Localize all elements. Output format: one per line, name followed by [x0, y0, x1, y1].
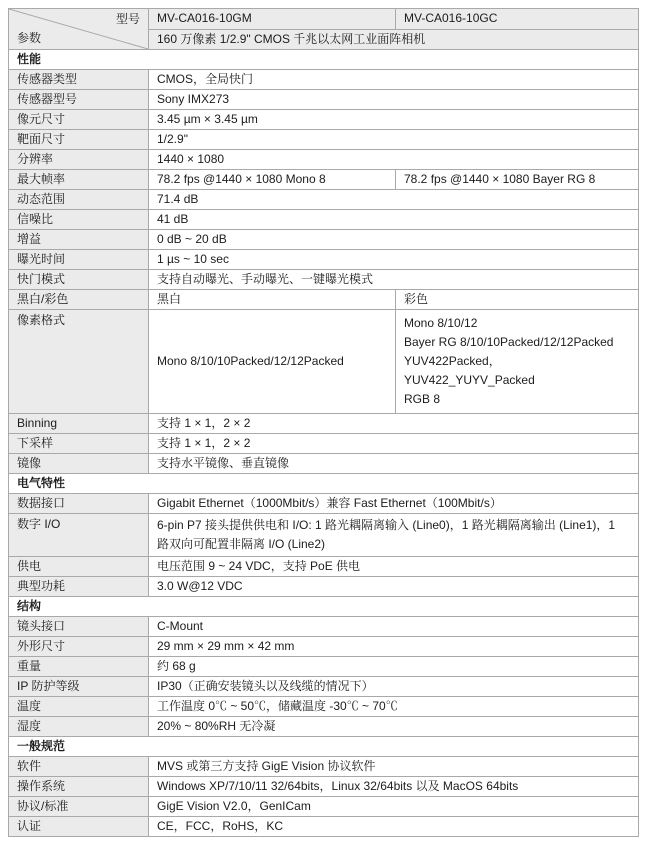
- section-title-general: 一般规范: [9, 737, 639, 757]
- spec-label: 供电: [9, 557, 149, 577]
- spec-label: 典型功耗: [9, 577, 149, 597]
- spec-value: 20% ~ 80%RH 无冷凝: [149, 717, 639, 737]
- spec-row: [9, 454, 639, 474]
- spec-row: [9, 290, 639, 310]
- spec-value: GigE Vision V2.0，GenICam: [149, 797, 639, 817]
- spec-label: 软件: [9, 757, 149, 777]
- spec-label: 认证: [9, 817, 149, 837]
- spec-value: 工作温度 0℃ ~ 50℃，储藏温度 -30℃ ~ 70℃: [149, 697, 639, 717]
- spec-value: 支持水平镜像、垂直镜像: [149, 454, 639, 474]
- section-title-electrical: 电气特性: [9, 474, 639, 494]
- spec-value: 0 dB ~ 20 dB: [149, 230, 639, 250]
- spec-label: 温度: [9, 697, 149, 717]
- spec-row: [9, 210, 639, 230]
- spec-label: 最大帧率: [9, 170, 149, 190]
- spec-row: [9, 617, 639, 637]
- spec-label: 靶面尺寸: [9, 130, 149, 150]
- spec-value: 电压范围 9 ~ 24 VDC，支持 PoE 供电: [149, 557, 639, 577]
- spec-label: 数字 I/O: [9, 514, 149, 557]
- spec-label: 湿度: [9, 717, 149, 737]
- pixel-format-line: RGB 8: [404, 392, 441, 406]
- spec-value: Windows XP/7/10/11 32/64bits，Linux 32/64bits 以及 MacOS 64bits: [149, 777, 639, 797]
- corner-param-label: 参数: [17, 31, 42, 45]
- spec-value-mono: 黑白: [149, 290, 396, 310]
- spec-row: [9, 270, 639, 290]
- pixel-format-line: Bayer RG 8/10/10Packed/12/12Packed: [404, 335, 614, 349]
- spec-label: 镜头接口: [9, 617, 149, 637]
- camera-spec-table: [8, 8, 639, 837]
- spec-label: 像素格式: [9, 310, 149, 414]
- section-row: [9, 474, 639, 494]
- spec-value: 支持 1 × 1，2 × 2: [149, 414, 639, 434]
- model-name-color: MV-CA016-10GC: [396, 9, 639, 30]
- spec-row: [9, 637, 639, 657]
- spec-row: [9, 677, 639, 697]
- section-title-performance: 性能: [9, 50, 639, 70]
- pixel-format-line: YUV422Packed，YUV422_YUYV_Packed: [404, 354, 535, 387]
- spec-label: 重量: [9, 657, 149, 677]
- corner-model-label: 型号: [115, 12, 140, 26]
- model-header-row: [9, 9, 639, 30]
- spec-row: [9, 777, 639, 797]
- spec-value: C-Mount: [149, 617, 639, 637]
- spec-value: 3.45 µm × 3.45 µm: [149, 110, 639, 130]
- section-row: [9, 50, 639, 70]
- spec-row: [9, 434, 639, 454]
- spec-row: [9, 657, 639, 677]
- spec-label: Binning: [9, 414, 149, 434]
- spec-value-mono: Mono 8/10/10Packed/12/12Packed: [149, 310, 396, 414]
- spec-label: 传感器型号: [9, 90, 149, 110]
- spec-value: Sony IMX273: [149, 90, 639, 110]
- spec-label: 数据接口: [9, 494, 149, 514]
- spec-row: [9, 717, 639, 737]
- spec-value-mono: 78.2 fps @1440 × 1080 Mono 8: [149, 170, 396, 190]
- spec-row: [9, 514, 639, 557]
- spec-row: [9, 757, 639, 777]
- spec-row: [9, 110, 639, 130]
- spec-row: [9, 494, 639, 514]
- spec-label: 镜像: [9, 454, 149, 474]
- spec-label: IP 防护等级: [9, 677, 149, 697]
- spec-row: [9, 817, 639, 837]
- spec-label: 下采样: [9, 434, 149, 454]
- spec-row: [9, 170, 639, 190]
- spec-value: 支持自动曝光、手动曝光、一键曝光模式: [149, 270, 639, 290]
- spec-label: 分辨率: [9, 150, 149, 170]
- corner-cell: [9, 9, 149, 50]
- spec-row: [9, 250, 639, 270]
- spec-value: CMOS，全局快门: [149, 70, 639, 90]
- spec-value: 41 dB: [149, 210, 639, 230]
- spec-value: 1440 × 1080: [149, 150, 639, 170]
- spec-value: 29 mm × 29 mm × 42 mm: [149, 637, 639, 657]
- spec-value-color: 78.2 fps @1440 × 1080 Bayer RG 8: [396, 170, 639, 190]
- spec-label: 快门模式: [9, 270, 149, 290]
- spec-label: 黑白/彩色: [9, 290, 149, 310]
- spec-label: 像元尺寸: [9, 110, 149, 130]
- spec-row: [9, 414, 639, 434]
- spec-label: 信噪比: [9, 210, 149, 230]
- spec-label: 外形尺寸: [9, 637, 149, 657]
- pixel-format-row: [9, 310, 639, 414]
- spec-row: [9, 577, 639, 597]
- spec-value: MVS 或第三方支持 GigE Vision 协议软件: [149, 757, 639, 777]
- spec-label: 曝光时间: [9, 250, 149, 270]
- section-row: [9, 597, 639, 617]
- spec-label: 协议/标准: [9, 797, 149, 817]
- spec-value: 支持 1 × 1，2 × 2: [149, 434, 639, 454]
- section-row: [9, 737, 639, 757]
- spec-row: [9, 130, 639, 150]
- camera-description: 160 万像素 1/2.9" CMOS 千兆以太网工业面阵相机: [149, 29, 639, 50]
- spec-row: [9, 797, 639, 817]
- spec-value: 3.0 W@12 VDC: [149, 577, 639, 597]
- model-name-mono: MV-CA016-10GM: [149, 9, 396, 30]
- spec-value: Gigabit Ethernet（1000Mbit/s）兼容 Fast Ethernet（100Mbit/s）: [149, 494, 639, 514]
- spec-label: 动态范围: [9, 190, 149, 210]
- spec-label: 操作系统: [9, 777, 149, 797]
- spec-value-color: [396, 310, 639, 414]
- spec-row: [9, 190, 639, 210]
- spec-row: [9, 150, 639, 170]
- spec-row: [9, 557, 639, 577]
- spec-value: 6-pin P7 接头提供供电和 I/O: 1 路光耦隔离输入 (Line0)，1 路光耦隔离输出 (Line1)，1 路双向可配置非隔离 I/O (Line2): [149, 514, 639, 557]
- spec-value: 71.4 dB: [149, 190, 639, 210]
- spec-value: CE，FCC，RoHS，KC: [149, 817, 639, 837]
- spec-label: 增益: [9, 230, 149, 250]
- spec-row: [9, 90, 639, 110]
- spec-value: 1/2.9": [149, 130, 639, 150]
- spec-label: 传感器类型: [9, 70, 149, 90]
- spec-row: [9, 697, 639, 717]
- spec-value: 约 68 g: [149, 657, 639, 677]
- spec-row: [9, 230, 639, 250]
- section-title-structure: 结构: [9, 597, 639, 617]
- spec-value-color: 彩色: [396, 290, 639, 310]
- pixel-format-line: Mono 8/10/12: [404, 316, 478, 330]
- spec-value: IP30（正确安装镜头以及线缆的情况下）: [149, 677, 639, 697]
- spec-value: 1 µs ~ 10 sec: [149, 250, 639, 270]
- spec-row: [9, 70, 639, 90]
